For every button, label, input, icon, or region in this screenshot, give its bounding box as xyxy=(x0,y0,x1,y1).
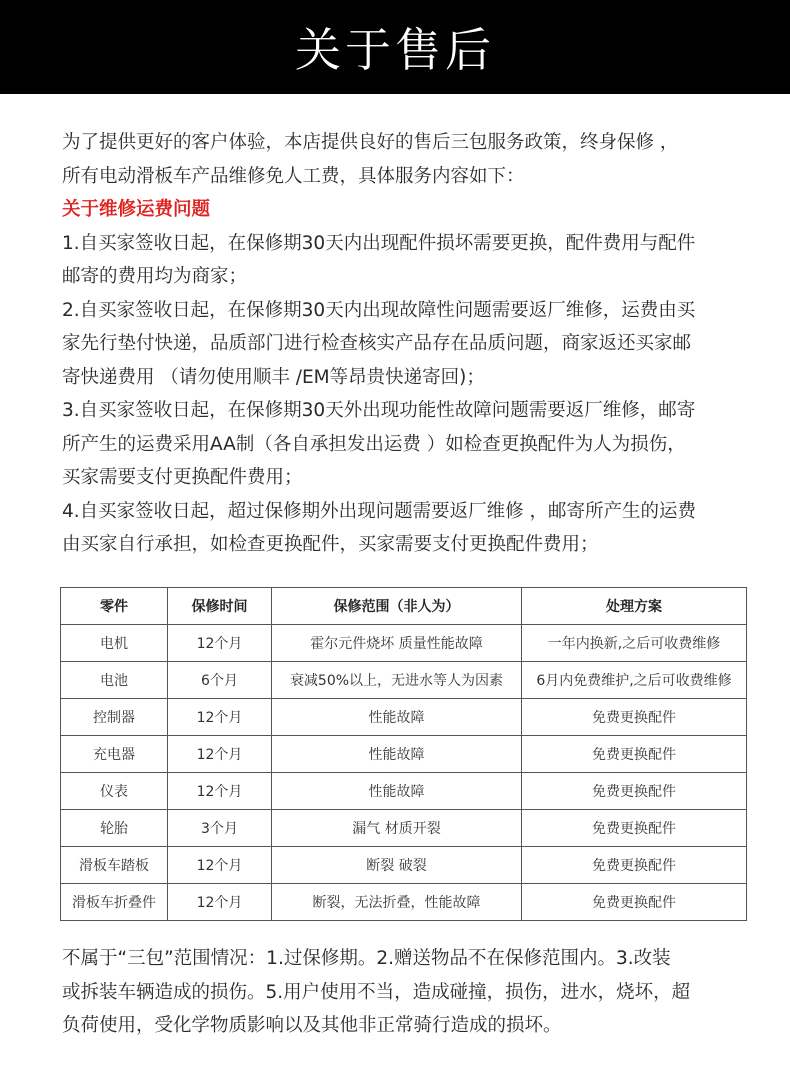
table-cell: 衰减50%以上，无进水等人为因素 xyxy=(272,662,522,699)
table-row xyxy=(61,699,747,736)
table-cell: 轮胎 xyxy=(61,810,168,847)
intro-line: 为了提供更好的客户体验，本店提供良好的售后三包服务政策，终身保修 ， xyxy=(62,132,679,153)
exclusion-line: 或拆装车辆造成的损伤。5.用户使用不当，造成碰撞，损伤，进水，烧坏，超 xyxy=(62,981,691,1003)
table-cell: 漏气 材质开裂 xyxy=(272,810,522,847)
table-cell: 充电器 xyxy=(61,736,168,773)
table-cell: 免费更换配件 xyxy=(522,699,747,736)
policy-line: 家先行垫付快递，品质部门进行检查核实产品存在品质问题，商家返还买家邮 xyxy=(62,333,692,354)
table-cell: 电机 xyxy=(61,625,168,662)
table-row xyxy=(61,884,747,921)
table-cell: 霍尔元件烧坏 质量性能故障 xyxy=(272,625,522,662)
table-cell: 免费更换配件 xyxy=(522,736,747,773)
column-header-part: 零件 xyxy=(61,588,168,625)
policy-line: 邮寄的费用均为商家； xyxy=(62,266,248,287)
table-row xyxy=(61,736,747,773)
table-cell: 一年内换新,之后可收费维修 xyxy=(522,625,747,662)
column-header-scope: 保修范围（非人为） xyxy=(272,588,522,625)
policy-line: 所产生的运费采用AA制（各自承担发出运费 ）如检查更换配件为人为损伤， xyxy=(62,433,686,455)
warranty-table xyxy=(60,587,747,921)
policy-content xyxy=(62,126,762,562)
table-cell: 性能故障 xyxy=(272,773,522,810)
table-cell: 滑板车踏板 xyxy=(61,847,168,884)
table-cell: 12个月 xyxy=(168,699,272,736)
table-cell: 控制器 xyxy=(61,699,168,736)
table-cell: 12个月 xyxy=(168,884,272,921)
table-row xyxy=(61,847,747,884)
table-row xyxy=(61,773,747,810)
table-cell: 滑板车折叠件 xyxy=(61,884,168,921)
table-cell: 断裂，无法折叠，性能故障 xyxy=(272,884,522,921)
intro-line: 所有电动滑板车产品维修免人工费，具体服务内容如下： xyxy=(62,165,525,187)
exclusions-note xyxy=(62,942,752,1043)
table-cell: 免费更换配件 xyxy=(522,847,747,884)
table-cell: 免费更换配件 xyxy=(522,810,747,847)
table-cell: 12个月 xyxy=(168,773,272,810)
policy-line: 2.自买家签收日起，在保修期30天内出现故障性问题需要返厂维修，运费由买 xyxy=(62,299,696,321)
policy-line: 由买家自行承担，如检查更换配件，买家需要支付更换配件费用； xyxy=(62,534,599,555)
table-header-row xyxy=(61,588,747,625)
table-cell: 6个月 xyxy=(168,662,272,699)
table-cell: 12个月 xyxy=(168,847,272,884)
table-cell: 仪表 xyxy=(61,773,168,810)
table-cell: 免费更换配件 xyxy=(522,884,747,921)
section-title: 关于维修运费问题 xyxy=(62,199,211,220)
policy-line: 寄快递费用 （请勿使用顺丰 /EM等昂贵快递寄回)； xyxy=(62,366,485,388)
table-cell: 免费更换配件 xyxy=(522,773,747,810)
policy-line: 3.自买家签收日起，在保修期30天外出现功能性故障问题需要返厂维修，邮寄 xyxy=(62,400,696,421)
policy-line: 买家需要支付更换配件费用； xyxy=(62,467,303,488)
table-cell: 6月内免费维护,之后可收费维修 xyxy=(522,662,747,699)
table-row xyxy=(61,662,747,699)
exclusion-line: 负荷使用，受化学物质影响以及其他非正常骑行造成的损坏。 xyxy=(62,1015,562,1036)
table-cell: 12个月 xyxy=(168,736,272,773)
policy-line: 1.自买家签收日起，在保修期30天内出现配件损坏需要更换，配件费用与配件 xyxy=(62,232,696,254)
exclusion-line: 不属于“三包”范围情况：1.过保修期。2.赠送物品不在保修范围内。3.改装 xyxy=(62,948,671,969)
table-cell: 性能故障 xyxy=(272,699,522,736)
table-cell: 性能故障 xyxy=(272,736,522,773)
table-cell: 12个月 xyxy=(168,625,272,662)
column-header-period: 保修时间 xyxy=(168,588,272,625)
table-row xyxy=(61,625,747,662)
header-banner xyxy=(0,0,790,94)
table-cell: 断裂 破裂 xyxy=(272,847,522,884)
column-header-solution: 处理方案 xyxy=(522,588,747,625)
table-row xyxy=(61,810,747,847)
table-cell: 电池 xyxy=(61,662,168,699)
table-cell: 3个月 xyxy=(168,810,272,847)
policy-line: 4.自买家签收日起，超过保修期外出现问题需要返厂维修 ，邮寄所产生的运费 xyxy=(62,500,697,522)
page-title: 关于售后 xyxy=(295,23,495,77)
